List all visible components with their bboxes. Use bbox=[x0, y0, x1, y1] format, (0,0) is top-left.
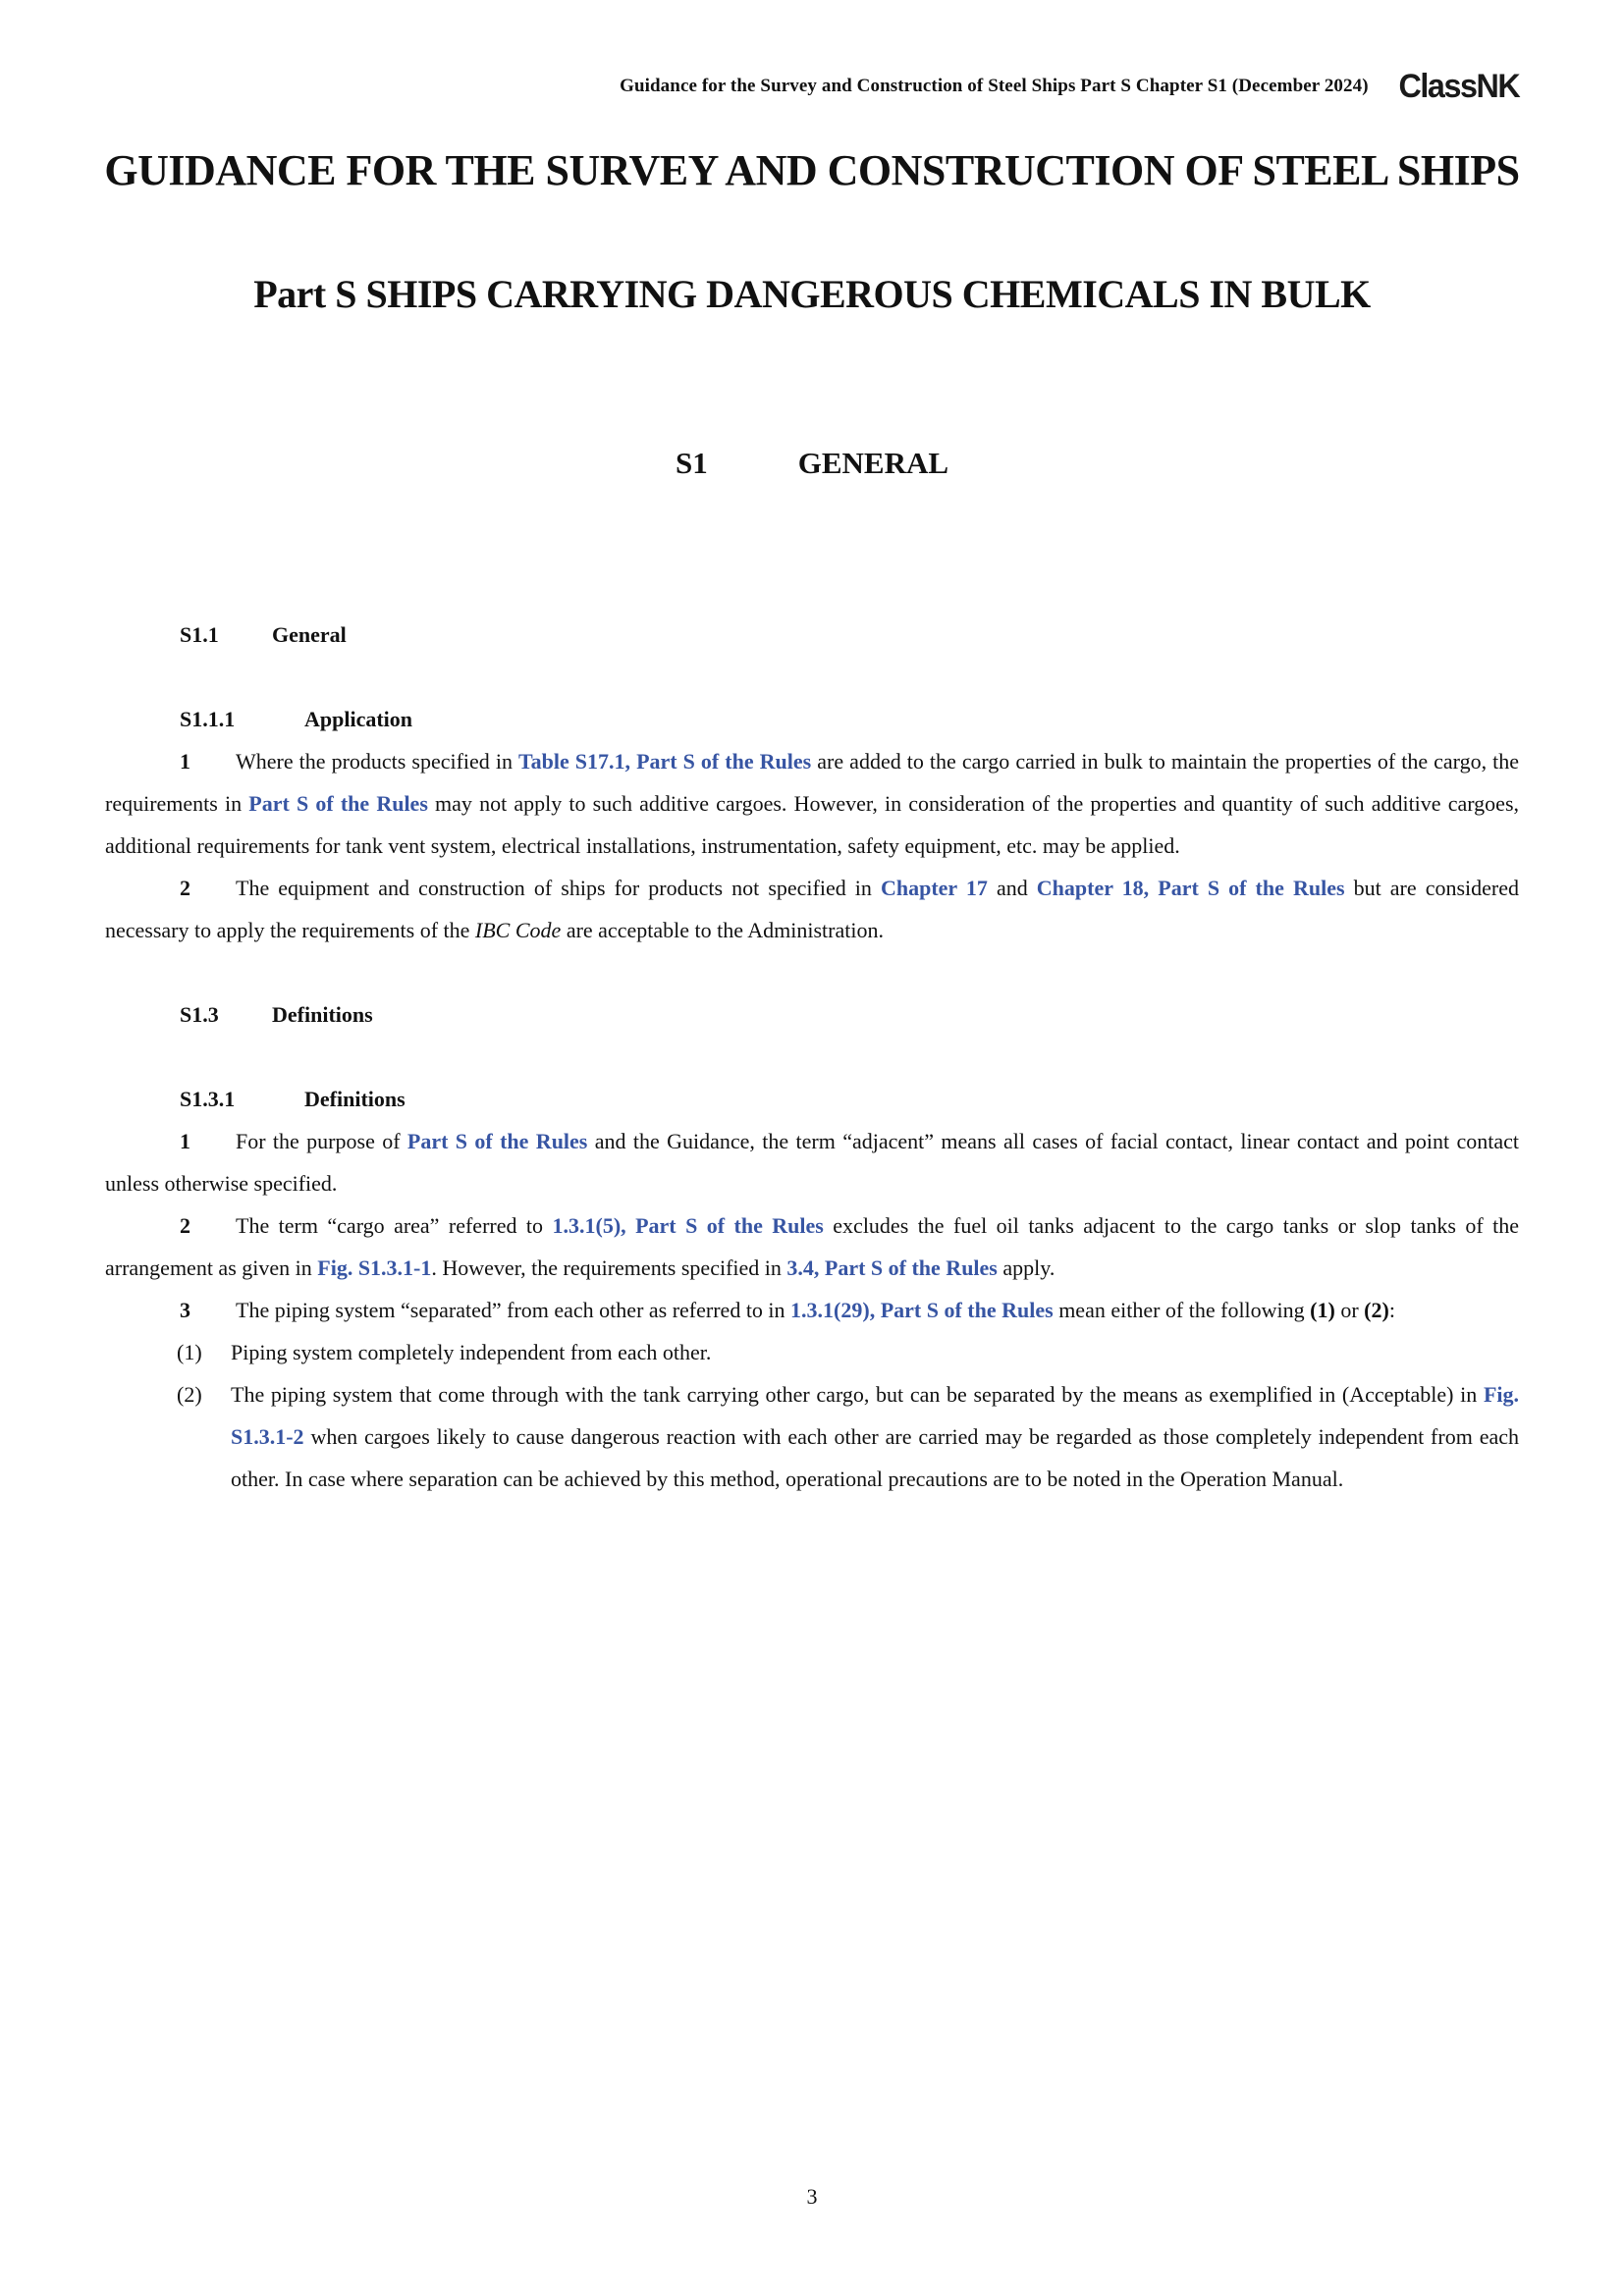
list-label: (1) bbox=[177, 1340, 202, 1364]
classnk-logo: ClassNK bbox=[1398, 67, 1519, 105]
heading-title: Definitions bbox=[272, 1002, 373, 1027]
text-segment: are added to the cargo carried in bulk to maintain the properties of the cargo, the requirements in bbox=[105, 749, 1519, 816]
cross-reference-link[interactable]: Fig. S1.3.1-2 bbox=[231, 1382, 1519, 1449]
subsection-heading bbox=[180, 698, 1519, 740]
cross-reference-link[interactable]: 3.4, Part S of the Rules bbox=[786, 1255, 998, 1280]
numbered-paragraph bbox=[105, 867, 1519, 951]
para-number: 1 bbox=[180, 1129, 190, 1153]
text-segment: Piping system completely independent from each other. bbox=[231, 1340, 712, 1364]
section-heading bbox=[180, 614, 1519, 656]
cross-reference-link[interactable]: Table S17.1, Part S of the Rules bbox=[518, 749, 812, 774]
list-label: (2) bbox=[177, 1382, 202, 1407]
text-segment: The piping system that come through with the tank carrying other cargo, but can be separated by the means as exemplified in (Acceptable) in bbox=[231, 1382, 1484, 1407]
page-header bbox=[105, 63, 1519, 110]
text-segment: The equipment and construction of ships for products not specified in bbox=[236, 876, 881, 900]
page-number: 3 bbox=[806, 2184, 818, 2209]
document-title: GUIDANCE FOR THE SURVEY AND CONSTRUCTION OF STEEL SHIPS bbox=[104, 146, 1520, 194]
text-segment: : bbox=[1388, 1298, 1395, 1322]
para-number: 2 bbox=[180, 1213, 190, 1238]
running-header-text: Guidance for the Survey and Construction of Steel Ships Part S Chapter S1 (December 2024) bbox=[620, 76, 1369, 96]
cross-reference-link[interactable]: Chapter 18, Part S of the Rules bbox=[1036, 876, 1345, 900]
numbered-paragraph bbox=[105, 740, 1519, 867]
text-segment: For the purpose of bbox=[236, 1129, 407, 1153]
text-segment: (1) bbox=[1310, 1298, 1335, 1322]
numbered-paragraph bbox=[105, 1289, 1519, 1331]
cross-reference-link[interactable]: Part S of the Rules bbox=[248, 791, 428, 816]
text-segment: excludes the fuel oil tanks adjacent to the cargo tanks or slop tanks of the arrangement as given in bbox=[105, 1213, 1519, 1280]
heading-number: S1.1 bbox=[180, 622, 219, 647]
text-segment: but are considered necessary to apply the requirements of the bbox=[105, 876, 1520, 942]
para-number: 2 bbox=[180, 876, 190, 900]
heading-title: Application bbox=[304, 707, 413, 731]
chapter-number: S1 bbox=[675, 446, 708, 480]
chapter-heading bbox=[0, 447, 1624, 480]
text-segment: apply. bbox=[997, 1255, 1056, 1280]
text-segment: may not apply to such additive cargoes. However, in consideration of the properties and quantity of such additive cargoes, additional requirements for tank vent system, electrical installations, instrumentation, safety equipment, etc. may be applied. bbox=[105, 791, 1519, 858]
text-segment: (2) bbox=[1364, 1298, 1389, 1322]
text-segment: The term “cargo area” referred to bbox=[236, 1213, 553, 1238]
para-number: 3 bbox=[180, 1298, 190, 1322]
numbered-paragraph bbox=[105, 1120, 1519, 1204]
text-segment: . However, the requirements specified in bbox=[431, 1255, 787, 1280]
list-item bbox=[177, 1331, 1519, 1373]
section-heading bbox=[180, 993, 1519, 1036]
heading-title: Definitions bbox=[304, 1087, 406, 1111]
text-segment: or bbox=[1334, 1298, 1365, 1322]
heading-number: S1.3.1 bbox=[180, 1087, 236, 1111]
text-segment: mean either of the following bbox=[1053, 1298, 1311, 1322]
para-number: 1 bbox=[180, 749, 190, 774]
body-content bbox=[105, 614, 1519, 1500]
document-subtitle: Part S SHIPS CARRYING DANGEROUS CHEMICALS IN BULK bbox=[253, 272, 1371, 316]
text-segment: IBC Code bbox=[474, 918, 562, 942]
heading-title: General bbox=[272, 622, 347, 647]
cross-reference-link[interactable]: 1.3.1(5), Part S of the Rules bbox=[552, 1213, 824, 1238]
cross-reference-link[interactable]: 1.3.1(29), Part S of the Rules bbox=[790, 1298, 1054, 1322]
text-segment: when cargoes likely to cause dangerous reaction with each other are carried may be regarded as those completely independent from each other. In case where separation can be achieved by this method, operational precautions are to be noted in the Operation Manual. bbox=[231, 1424, 1519, 1491]
numbered-paragraph bbox=[105, 1204, 1519, 1289]
cross-reference-link[interactable]: Part S of the Rules bbox=[406, 1129, 588, 1153]
text-segment: are acceptable to the Administration. bbox=[561, 918, 884, 942]
heading-number: S1.3 bbox=[180, 1002, 219, 1027]
text-segment: The piping system “separated” from each other as referred to in bbox=[236, 1298, 791, 1322]
cross-reference-link[interactable]: Chapter 17 bbox=[880, 876, 988, 900]
chapter-title: GENERAL bbox=[797, 446, 949, 480]
list-item bbox=[177, 1373, 1519, 1500]
cross-reference-link[interactable]: Fig. S1.3.1-1 bbox=[317, 1255, 432, 1280]
text-segment: and the Guidance, the term “adjacent” means all cases of facial contact, linear contact and point contact unless otherwise specified. bbox=[105, 1129, 1520, 1196]
heading-number: S1.1.1 bbox=[180, 707, 236, 731]
subsection-heading bbox=[180, 1078, 1519, 1120]
text-segment: Where the products specified in bbox=[236, 749, 518, 774]
text-segment: and bbox=[987, 876, 1037, 900]
